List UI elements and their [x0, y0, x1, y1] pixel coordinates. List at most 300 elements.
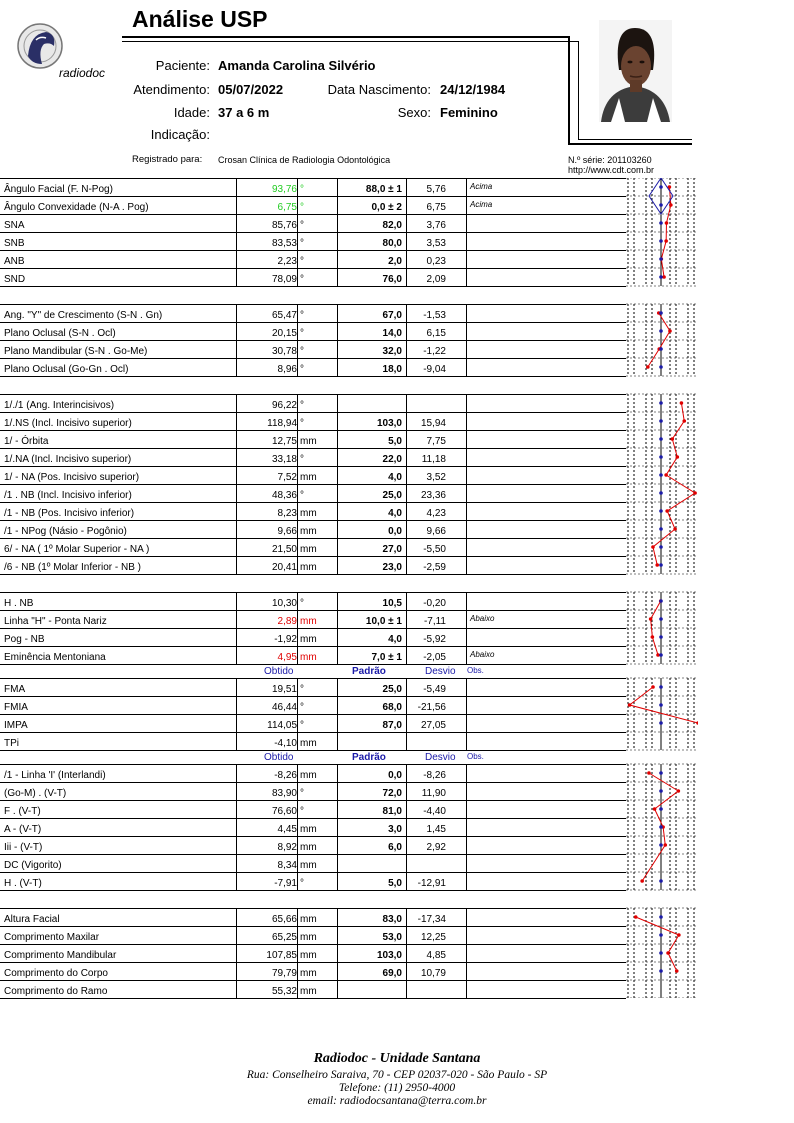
column-divider: [466, 322, 467, 340]
title-rule: [122, 36, 568, 38]
column-divider: [337, 250, 338, 268]
row-value: -8,26: [274, 770, 297, 781]
column-divider: [466, 926, 467, 944]
row-unit: mm: [300, 950, 317, 961]
table-row: [0, 592, 626, 610]
column-divider: [337, 484, 338, 502]
page-title: Análise USP: [132, 6, 268, 32]
row-value: 65,66: [271, 914, 297, 925]
row-observation: [470, 764, 620, 782]
column-divider: [466, 466, 467, 484]
column-divider: [466, 732, 467, 750]
row-observation: [470, 322, 620, 340]
row-deviation: 27,05: [420, 720, 446, 731]
column-divider: [337, 908, 338, 926]
table-row: [0, 800, 626, 818]
deviation-point: [649, 617, 653, 621]
row-standard: 103,0: [376, 950, 402, 961]
table-row: [0, 412, 626, 430]
table-row: [0, 556, 626, 574]
column-divider: [337, 926, 338, 944]
row-name: FMA: [4, 678, 237, 696]
column-divider: [466, 782, 467, 800]
standard-point: [659, 825, 663, 829]
deviation-point: [640, 879, 644, 883]
standard-point: [659, 879, 663, 883]
table-row: [0, 214, 626, 232]
standard-point: [659, 653, 663, 657]
column-divider: [406, 394, 407, 412]
column-divider: [297, 232, 298, 250]
row-unit: mm: [300, 634, 317, 645]
row-name: Eminência Mentoniana: [4, 646, 237, 664]
row-value: 2,89: [277, 616, 297, 627]
column-divider: [337, 520, 338, 538]
deviation-point: [671, 437, 675, 441]
column-divider: [466, 538, 467, 556]
column-divider: [337, 412, 338, 430]
table-row: [0, 872, 626, 890]
row-value: 78,09: [271, 274, 297, 285]
table-row: [0, 678, 626, 696]
row-value: 30,78: [271, 346, 297, 357]
row-name: Comprimento do Corpo: [4, 962, 237, 980]
row-observation: [470, 430, 620, 448]
row-standard: 14,0: [382, 328, 402, 339]
row-standard: 32,0: [382, 346, 402, 357]
row-unit: °: [300, 238, 304, 249]
row-observation: [470, 556, 620, 574]
column-divider: [466, 412, 467, 430]
column-divider: [406, 908, 407, 926]
row-standard: 72,0: [382, 788, 402, 799]
row-unit: °: [300, 720, 304, 731]
column-divider: [466, 430, 467, 448]
table-row: [0, 484, 626, 502]
standard-point: [659, 969, 663, 973]
footer-email: email: radiodocsantana@terra.com.br: [307, 1095, 487, 1107]
column-divider: [406, 214, 407, 232]
column-divider: [406, 696, 407, 714]
idade-label: Idade:: [173, 105, 210, 120]
row-observation: [470, 268, 620, 286]
table-row: [0, 818, 626, 836]
column-divider: [337, 854, 338, 872]
column-divider: [406, 732, 407, 750]
row-observation: Acima: [470, 182, 493, 191]
row-standard: 67,0: [382, 310, 402, 321]
column-divider: [406, 412, 407, 430]
paciente-value: Amanda Carolina Silvério: [218, 58, 376, 73]
column-divider: [466, 818, 467, 836]
standard-point: [659, 617, 663, 621]
row-unit: °: [300, 878, 304, 889]
deviation-point: [634, 915, 638, 919]
column-divider: [466, 196, 467, 214]
frame-line: [578, 139, 692, 140]
row-deviation: 9,66: [426, 526, 446, 537]
row-deviation: [406, 980, 446, 998]
row-name: /1 . NB (Incl. Incisivo inferior): [4, 484, 237, 502]
column-divider: [337, 538, 338, 556]
column-divider: [337, 322, 338, 340]
row-value: 33,18: [271, 454, 297, 465]
row-unit: °: [300, 202, 304, 213]
row-standard: 0,0: [388, 526, 402, 537]
standard-point: [659, 599, 663, 603]
column-divider: [406, 714, 407, 732]
row-standard: 103,0: [376, 418, 402, 429]
row-standard: 4,0: [388, 508, 402, 519]
row-unit: mm: [300, 652, 317, 663]
row-value: -7,91: [274, 878, 297, 889]
row-standard: [337, 980, 402, 998]
deviation-point: [693, 491, 697, 495]
col-header-desvio: Desvio: [425, 752, 456, 763]
row-name: /6 - NB (1º Molar Inferior - NB ): [4, 556, 237, 574]
row-deviation: 12,25: [420, 932, 446, 943]
row-standard: 5,0: [388, 436, 402, 447]
row-observation: Abaixo: [470, 650, 495, 659]
row-name: DC (Vigorito): [4, 854, 237, 872]
row-deviation: 7,75: [426, 436, 446, 447]
column-divider: [337, 628, 338, 646]
standard-point: [659, 437, 663, 441]
column-divider: [466, 800, 467, 818]
row-unit: mm: [300, 508, 317, 519]
deviation-point: [653, 807, 657, 811]
table-row: [0, 696, 626, 714]
registered-value: Crosan Clínica de Radiologia Odontológica: [218, 155, 391, 165]
row-value: 8,96: [277, 364, 297, 375]
standard-point: [659, 473, 663, 477]
row-standard: 10,5: [382, 598, 402, 609]
column-divider: [337, 800, 338, 818]
title-rule: [122, 41, 578, 42]
row-unit: °: [300, 346, 304, 357]
table-row: [0, 268, 626, 286]
standard-point: [659, 509, 663, 513]
row-unit: °: [300, 274, 304, 285]
row-standard: 80,0: [382, 238, 402, 249]
standard-point: [659, 491, 663, 495]
row-value: 76,60: [271, 806, 297, 817]
standard-point: [659, 455, 663, 459]
row-deviation: -1,22: [423, 346, 446, 357]
table-row: [0, 944, 626, 962]
column-divider: [466, 872, 467, 890]
row-value: 20,15: [271, 328, 297, 339]
table-row: [0, 782, 626, 800]
column-divider: [466, 268, 467, 286]
standard-point: [659, 685, 663, 689]
col-header-obtido: Obtido: [264, 752, 294, 763]
standard-point: [659, 563, 663, 567]
column-divider: [466, 214, 467, 232]
row-name: Ângulo Convexidade (N-A . Pog): [4, 196, 237, 214]
deviation-point: [668, 329, 672, 333]
row-observation: [470, 448, 620, 466]
row-standard: 81,0: [382, 806, 402, 817]
column-divider: [297, 268, 298, 286]
row-unit: °: [300, 310, 304, 321]
row-value: 10,30: [271, 598, 297, 609]
column-divider: [406, 556, 407, 574]
row-name: ANB: [4, 250, 237, 268]
standard-point: [659, 401, 663, 405]
sexo-label: Sexo:: [397, 105, 431, 120]
column-divider: [297, 926, 298, 944]
col-header-padrao: Padrão: [352, 752, 386, 763]
column-divider: [297, 502, 298, 520]
row-unit: °: [300, 400, 304, 411]
row-value: 2,23: [277, 256, 297, 267]
deviation-point: [680, 401, 684, 405]
row-deviation: 3,53: [426, 238, 446, 249]
table-row: [0, 980, 626, 998]
column-divider: [466, 962, 467, 980]
standard-point: [659, 635, 663, 639]
row-name: H . NB: [4, 592, 237, 610]
column-divider: [297, 800, 298, 818]
row-standard: 22,0: [382, 454, 402, 465]
column-divider: [337, 696, 338, 714]
row-value: 83,90: [271, 788, 297, 799]
row-name: /1 - Linha 'I' (Interlandi): [4, 764, 237, 782]
deviation-point: [665, 221, 669, 225]
row-value: 4,45: [277, 824, 297, 835]
row-deviation: -21,56: [417, 702, 446, 713]
column-divider: [466, 980, 467, 998]
table-row: [0, 610, 626, 628]
row-name: Plano Mandibular (S-N . Go-Me): [4, 340, 237, 358]
row-deviation: 11,18: [421, 454, 446, 465]
row-observation: [470, 732, 620, 750]
website-url: http://www.cdt.com.br: [568, 165, 655, 175]
column-divider: [297, 610, 298, 628]
row-standard: 10,0 ± 1: [365, 616, 402, 627]
row-standard: 4,0: [388, 634, 402, 645]
column-divider: [406, 430, 407, 448]
deviation-point: [664, 239, 668, 243]
row-observation: [470, 358, 620, 376]
row-standard: 69,0: [382, 968, 402, 979]
row-unit: mm: [300, 968, 317, 979]
standard-point: [659, 347, 663, 351]
row-standard: 2,0: [388, 256, 402, 267]
row-unit: mm: [300, 824, 317, 835]
column-divider: [297, 678, 298, 696]
column-divider: [466, 484, 467, 502]
row-value: 8,23: [277, 508, 297, 519]
column-divider: [337, 178, 338, 196]
column-divider: [406, 322, 407, 340]
row-value: 20,41: [271, 562, 297, 573]
row-standard: 7,0 ± 1: [371, 652, 402, 663]
row-deviation: 1,45: [426, 824, 446, 835]
column-divider: [406, 610, 407, 628]
deviation-point: [647, 771, 651, 775]
table-row: [0, 908, 626, 926]
column-divider: [406, 764, 407, 782]
row-name: 6/ - NA ( 1º Molar Superior - NA ): [4, 538, 237, 556]
table-row: [0, 836, 626, 854]
row-deviation: 11,90: [421, 788, 446, 799]
row-name: 1/.NA (Incl. Incisivo superior): [4, 448, 237, 466]
row-value: 96,22: [271, 400, 297, 411]
column-divider: [337, 764, 338, 782]
column-divider: [406, 854, 407, 872]
column-divider: [466, 678, 467, 696]
row-deviation: -5,92: [423, 634, 446, 645]
standard-point: [659, 419, 663, 423]
row-observation: [470, 980, 620, 998]
column-divider: [466, 394, 467, 412]
row-observation: [470, 696, 620, 714]
row-unit: °: [300, 364, 304, 375]
column-divider: [406, 448, 407, 466]
row-deviation: 4,23: [426, 508, 446, 519]
standard-point: [659, 843, 663, 847]
row-unit: °: [300, 418, 304, 429]
paciente-label: Paciente:: [155, 58, 210, 73]
column-divider: [297, 592, 298, 610]
column-divider: [406, 268, 407, 286]
deviation-series-line: [630, 687, 698, 723]
row-standard: 23,0: [382, 562, 402, 573]
column-divider: [337, 782, 338, 800]
column-divider: [466, 178, 467, 196]
row-standard: 4,0: [388, 472, 402, 483]
standard-point: [659, 933, 663, 937]
row-observation: [470, 250, 620, 268]
standard-point: [659, 771, 663, 775]
standard-point: [659, 239, 663, 243]
column-divider: [406, 538, 407, 556]
column-divider: [406, 980, 407, 998]
column-divider: [406, 520, 407, 538]
column-divider: [297, 854, 298, 872]
column-divider: [297, 818, 298, 836]
table-rule: [0, 574, 626, 575]
deviation-point: [628, 703, 632, 707]
column-divider: [406, 962, 407, 980]
row-deviation: -0,20: [423, 598, 446, 609]
column-divider: [297, 962, 298, 980]
row-name: Pog - NB: [4, 628, 237, 646]
row-observation: [470, 836, 620, 854]
row-standard: 83,0: [382, 914, 402, 925]
column-divider: [466, 836, 467, 854]
column-divider: [297, 908, 298, 926]
row-observation: [470, 714, 620, 732]
deviation-point: [663, 843, 667, 847]
row-observation: [470, 592, 620, 610]
column-divider: [466, 250, 467, 268]
table-row: [0, 628, 626, 646]
row-deviation: [406, 854, 446, 872]
column-divider: [466, 696, 467, 714]
table-row: [0, 714, 626, 732]
table-row: [0, 304, 626, 322]
standard-point: [659, 545, 663, 549]
column-divider: [466, 764, 467, 782]
row-standard: 87,0: [382, 720, 402, 731]
deviation-point: [673, 527, 677, 531]
row-unit: mm: [300, 616, 317, 627]
column-divider: [297, 250, 298, 268]
table-row: [0, 732, 626, 750]
row-deviation: 5,76: [426, 184, 446, 195]
column-divider: [466, 304, 467, 322]
column-divider: [406, 466, 407, 484]
row-observation: [470, 926, 620, 944]
row-standard: 88,0 ± 1: [365, 184, 402, 195]
row-name: Comprimento do Ramo: [4, 980, 237, 998]
standard-point: [659, 789, 663, 793]
row-unit: °: [300, 256, 304, 267]
row-deviation: 15,94: [420, 418, 446, 429]
row-name: Comprimento Maxilar: [4, 926, 237, 944]
frame-line: [568, 36, 570, 144]
row-deviation: 2,09: [426, 274, 446, 285]
standard-point: [659, 703, 663, 707]
row-deviation: -9,04: [423, 364, 446, 375]
row-observation: [470, 908, 620, 926]
column-divider: [297, 484, 298, 502]
frame-line: [578, 41, 579, 140]
row-name: IMPA: [4, 714, 237, 732]
column-divider: [406, 628, 407, 646]
row-observation: [470, 232, 620, 250]
row-deviation: -8,26: [423, 770, 446, 781]
serial-number: N.º série: 201103260: [568, 155, 652, 165]
standard-point: [659, 185, 663, 189]
standard-point: [659, 365, 663, 369]
idade-value: 37 a 6 m: [218, 105, 270, 120]
table-row: [0, 538, 626, 556]
table-row: [0, 448, 626, 466]
row-standard: 5,0: [388, 878, 402, 889]
column-divider: [297, 872, 298, 890]
row-deviation: -1,53: [423, 310, 446, 321]
column-divider: [297, 696, 298, 714]
nascimento-label: Data Nascimento:: [327, 82, 431, 97]
deviation-point: [676, 455, 680, 459]
column-divider: [466, 556, 467, 574]
row-name: Ang. "Y" de Crescimento (S-N . Gn): [4, 304, 237, 322]
table-row: [0, 322, 626, 340]
column-divider: [297, 980, 298, 998]
row-name: /1 - NPog (Násio - Pogônio): [4, 520, 237, 538]
row-unit: mm: [300, 738, 317, 749]
deviation-point: [664, 473, 668, 477]
row-value: -1,92: [274, 634, 297, 645]
deviation-point: [646, 365, 650, 369]
row-deviation: 3,76: [426, 220, 446, 231]
column-divider: [406, 232, 407, 250]
row-value: 8,92: [277, 842, 297, 853]
column-divider: [406, 592, 407, 610]
patient-photo: [599, 20, 672, 122]
atendimento-value: 05/07/2022: [218, 82, 284, 97]
standard-point: [659, 221, 663, 225]
row-observation: [470, 818, 620, 836]
column-divider: [337, 214, 338, 232]
deviation-point: [696, 721, 698, 725]
column-divider: [406, 340, 407, 358]
column-divider: [337, 304, 338, 322]
